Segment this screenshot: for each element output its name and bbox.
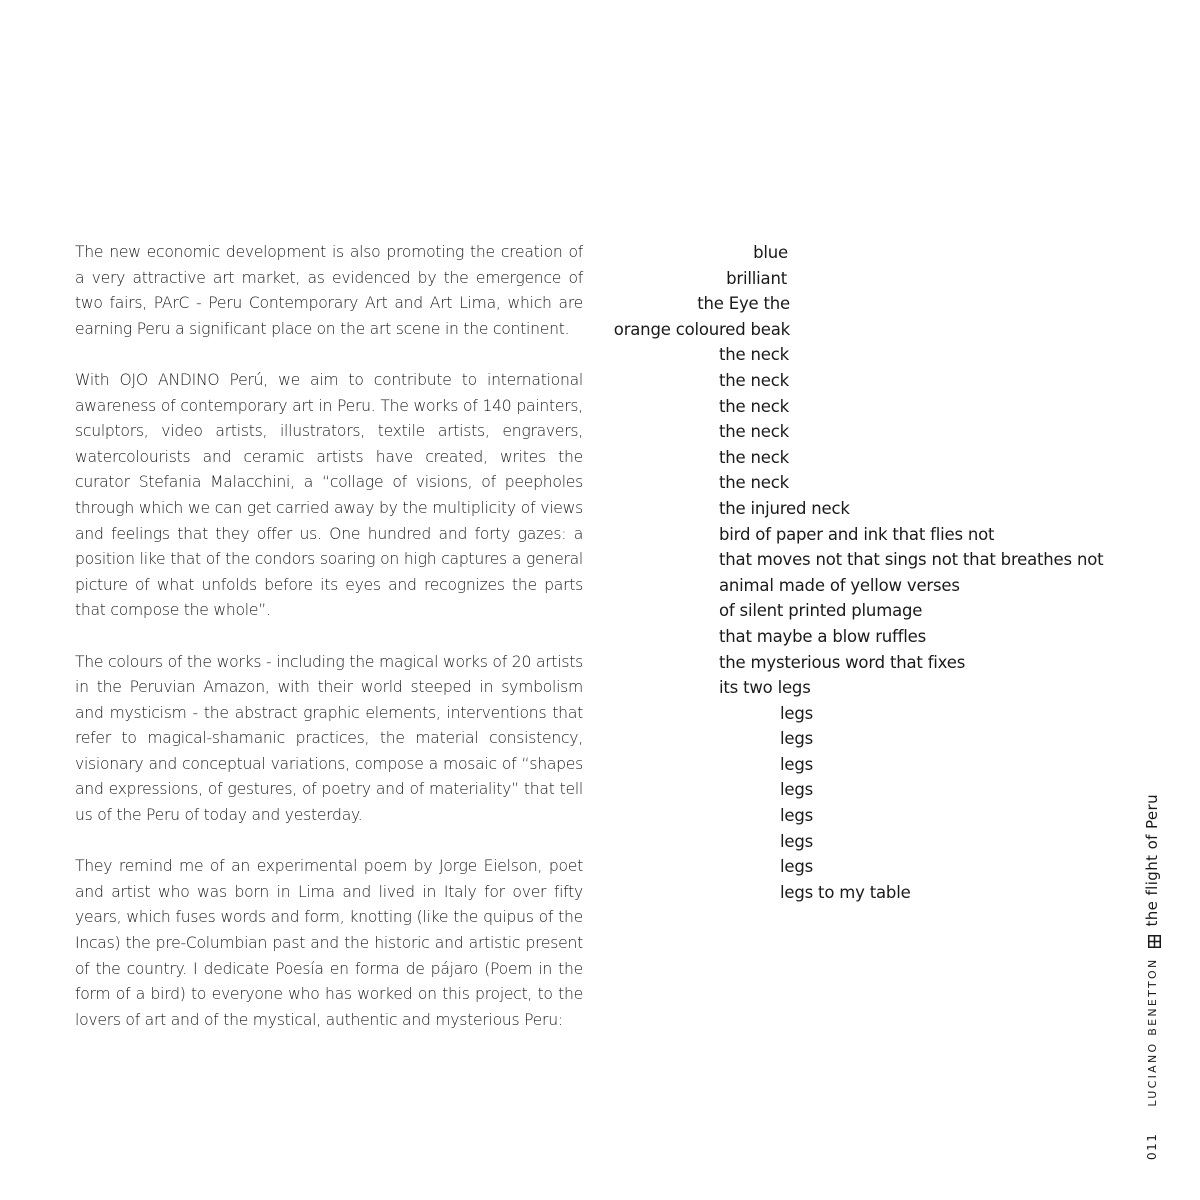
poem-line: bird of paper and ink that flies not xyxy=(719,524,995,544)
author-name: LUCIANO BENETTON xyxy=(1145,957,1159,1107)
poem-line: the neck xyxy=(719,422,789,442)
poem-line: its two legs xyxy=(719,678,811,698)
poem-line: the neck xyxy=(719,473,789,493)
poem-line: brilliant xyxy=(726,268,787,288)
poem-line: the Eye the xyxy=(697,294,790,314)
essay-column xyxy=(75,240,583,1059)
essay-paragraph: They remind me of an experimental poem by Jorge Eielson, poet and artist who was born in Lima and lived in Italy for over fifty years, which fuses words and form, knotting (like the quipus of the Incas) the pre-Columbian past and the historic and artistic present of the country. I dedicate Poesía en forma de pájaro (Poem in the form of a bird) to everyone who has worked on this project, to the lovers of art and of the mystical, authentic and mysterious Peru: xyxy=(75,857,583,1029)
poem-line: legs xyxy=(780,729,814,749)
poem-line: legs xyxy=(780,780,814,800)
poem-line: the mysterious word that fixes xyxy=(719,652,966,672)
essay-paragraph: With OJO ANDINO Perú, we aim to contribute to international awareness of contemporary art in Peru. The works of 140 painters, sculptors, video artists, illustrators, textile artists, engravers, watercolourists and ceramic artists have created, writes the curator Stefania Malacchini, a “collage of visions, of peepholes through which we can get carried away by the multiplicity of views and feelings that they offer us. One hundred and forty gazes: a position like that of the condors soaring on high captures a general picture of what unfolds before its eyes and recognizes the parts that compose the whole”. xyxy=(75,370,583,620)
poem-line: blue xyxy=(753,243,788,262)
page-number: 011 xyxy=(1145,1132,1159,1160)
poem-line: the injured neck xyxy=(719,498,850,518)
poem-line: orange coloured beak xyxy=(613,319,790,339)
vertical-footer xyxy=(1143,794,1161,1160)
essay-paragraph: The new economic development is also promoting the creation of a very attractive art market, as evidenced by the emergence of two fairs, PArC - Peru Contemporary Art and Art Lima, which are earning Peru a significant place on the art scene in the continent. xyxy=(75,243,583,338)
poem-line: the neck xyxy=(719,370,789,390)
poem-line: legs xyxy=(780,831,814,851)
poem-line: legs xyxy=(780,703,814,723)
grid-square-icon xyxy=(1146,935,1159,948)
poem-line: the neck xyxy=(719,345,789,365)
poem-line: animal made of yellow verses xyxy=(719,575,960,595)
poem-line: legs xyxy=(780,806,814,826)
poem-line: the neck xyxy=(719,447,789,467)
poem-line: the neck xyxy=(719,396,789,416)
poem-line: legs to my table xyxy=(780,882,911,902)
essay-paragraph: The colours of the works - including the magical works of 20 artists in the Peruvian Amazon, with their world steeped in symbolism and mysticism - the abstract graphic elements, interventions that refer to magical-shamanic practices, the material consistency, visionary and conceptual variations, compose a mosaic of “shapes and expressions, of gestures, of poetry and of materiality” that tell us of the Peru of today and yesterday. xyxy=(75,652,583,825)
poem-line: that moves not that sings not that breathes not xyxy=(719,550,1104,570)
poem-line: of silent printed plumage xyxy=(719,601,923,621)
poem-bird-shape xyxy=(600,240,1103,905)
poem-line: legs xyxy=(780,754,814,774)
book-title: the flight of Peru xyxy=(1143,793,1161,927)
poem-line: that maybe a blow ruffles xyxy=(719,626,927,646)
poem-line: legs xyxy=(780,857,814,877)
